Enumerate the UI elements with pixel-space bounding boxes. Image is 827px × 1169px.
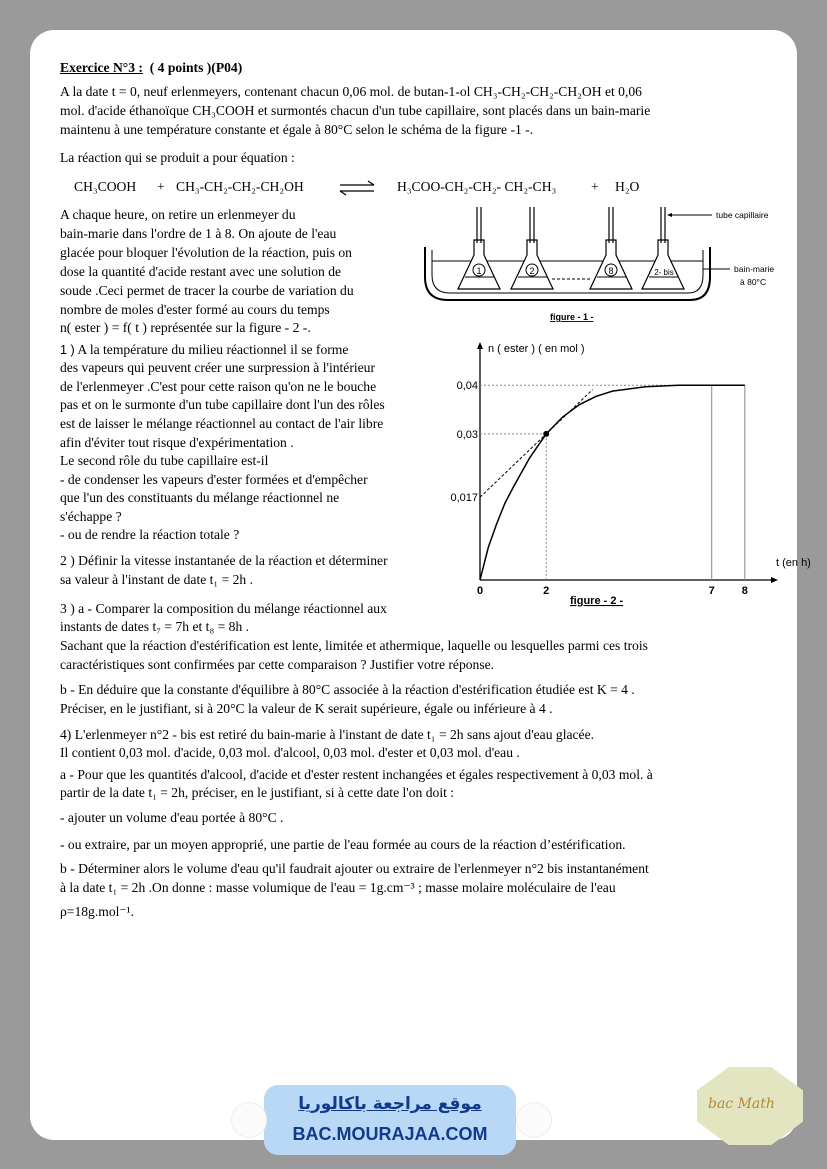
y-tick-label: 0,04 — [456, 380, 478, 393]
paragraph-line: nombre de moles d'ester formé au cours du temps — [60, 302, 330, 317]
y-axis-label: n ( ester ) ( en mol ) — [488, 343, 585, 355]
x-tick-label: 8 — [741, 585, 748, 597]
paragraph-line: glacée pour bloquer l'évolution de la réaction, puis on — [60, 245, 352, 260]
intro-line: maintenu à une température constante et égale à 80°C selon le schéma de la figure -1 -. — [60, 122, 534, 137]
bac-math-badge-text: bac Math — [708, 1096, 775, 1112]
equation-reactant1: CH₃COOH — [74, 179, 137, 194]
figure-2-caption: figure - 2 - — [570, 595, 624, 607]
question-4b-line: ρ=18g.mol⁻¹. — [60, 904, 135, 919]
equation-plus: + — [157, 179, 165, 194]
intro-line: A la date t = 0, neuf erlenmeyers, contenant chacun 0,06 mol. de butan-1-ol CH₃-CH₂-CH₂-CH₂OH et 0,06 — [60, 84, 642, 99]
question-1-line: s'échappe ? — [60, 509, 122, 524]
question-3b-line: Préciser, en le justifiant, si à 20°C la valeur de K serait supérieure, égale ou inférieure à 4 . — [60, 701, 553, 716]
paragraph-line: A chaque heure, on retire un erlenmeyer du — [60, 207, 296, 222]
x-axis-label: t (en h) — [776, 557, 811, 569]
equilibrium-arrows-icon — [336, 180, 378, 196]
figure-1-caption: figure - 1 - — [550, 312, 594, 322]
question-1-line: afin d'éviter tout risque d'expérimentation . — [60, 435, 294, 450]
bath-temp-label: à 80°C — [740, 277, 767, 287]
tangent-line — [480, 390, 593, 498]
option-extract-water: - ou extraire, par un moyen approprié, une partie de l'eau formée au cours de la réaction d’estérification. — [60, 837, 626, 852]
site-logo-icon — [231, 1102, 267, 1138]
paragraph-line: bain-marie dans l'ordre de 1 à 8. On ajoute de l'eau — [60, 226, 337, 241]
footer-site-name: موقع مراجعة باكالوريا — [298, 1094, 482, 1114]
question-1-line: que l'un des constituants du mélange réactionnel ne — [60, 490, 340, 505]
capillary-label: tube capillaire — [716, 210, 769, 220]
question-1-line: 1 ) A la température du milieu réactionnel il se forme — [60, 342, 349, 357]
question-4b-line: à la date t₁ = 2h .On donne : masse volumique de l'eau = 1g.cm⁻³ ; masse molaire moléculaire de l'eau — [60, 880, 616, 895]
question-1-line: - ou de rendre la réaction totale ? — [60, 527, 240, 542]
question-3a-line: caractéristiques sont confirmées par cette comparaison ? Justifier votre réponse. — [60, 657, 495, 672]
exercise-title: Exercice N°3 : ( 4 points )(P04) — [60, 60, 243, 75]
figure-1-diagram — [420, 205, 800, 325]
ester-curve — [480, 385, 745, 580]
question-1-line: Le second rôle du tube capillaire est-il — [60, 453, 269, 468]
equation-product2: H₂O — [615, 179, 640, 194]
paragraph-line: soude .Ceci permet de tracer la courbe de variation du — [60, 283, 354, 298]
question-4-line: 4) L'erlenmeyer n°2 - bis est retiré du bain-marie à l'instant de date t₁ = 2h sans ajout d'eau glacée. — [60, 727, 595, 742]
y-tick-label: 0,03 — [456, 428, 478, 441]
question-2-line: sa valeur à l'instant de date t₁ = 2h . — [60, 572, 254, 587]
site-logo-icon — [516, 1102, 552, 1138]
x-axis-arrow — [771, 577, 778, 583]
paragraph-line: dose la quantité d'acide restant avec une solution de — [60, 264, 342, 279]
question-1-line: pas et on le surmonte d'un tube capillaire dont l'un des rôles — [60, 397, 385, 412]
data-point-marker — [543, 431, 549, 437]
footer-url[interactable]: BAC.MOURAJAA.COM — [292, 1124, 488, 1144]
x-tick-label: 2 — [543, 585, 550, 597]
question-2-line: 2 ) Définir la vitesse instantanée de la réaction et déterminer — [60, 553, 388, 568]
y-axis-arrow — [477, 342, 483, 349]
figure-2-chart — [450, 338, 811, 610]
question-4a-line: partir de la date t₁ = 2h, préciser, en le justifiant, si à cette date l'on doit : — [60, 785, 455, 800]
flask-1-label: 1 — [476, 266, 482, 276]
question-3b-line: b - En déduire que la constante d'équilibre à 80°C associée à la réaction d'estérification étudiée est K = 4 . — [60, 682, 635, 697]
paragraph-line: n( ester ) = f( t ) représentée sur la figure - 2 -. — [60, 320, 311, 335]
question-3a-line: instants de dates t₇ = 7h et t₈ = 8h . — [60, 619, 250, 634]
equation-product1: H₃COO-CH₂-CH₂- CH₂-CH₃ — [397, 179, 557, 194]
intro-line: mol. d'acide éthanoïque CH₃COOH et surmontés chacun d'un tube capillaire, sont placés dans un bain-marie — [60, 103, 651, 118]
option-add-water: - ajouter un volume d'eau portée à 80°C . — [60, 810, 284, 825]
question-1-line: est de laisser le mélange réactionnel au contact de l'air libre — [60, 416, 384, 431]
flask-2bis-label: 2- bis — [654, 268, 674, 277]
question-3a-line: Sachant que la réaction d'estérification est lente, limitée et athermique, laquelle ou lesquelles parmi ces trois — [60, 638, 648, 653]
question-1-line: des vapeurs qui peuvent créer une surpression à l'intérieur — [60, 360, 375, 375]
x-tick-label: 0 — [476, 585, 484, 597]
equation-reactant2: CH₃-CH₂-CH₂-CH₂OH — [176, 179, 304, 194]
question-4-line: Il contient 0,03 mol. d'acide, 0,03 mol. d'alcool, 0,03 mol. d'ester et 0,03 mol. d'eau . — [60, 745, 520, 760]
equation-plus: + — [591, 179, 599, 194]
question-3a-line: 3 ) a - Comparer la composition du mélange réactionnel aux — [60, 601, 387, 616]
y-tick-label: 0,017 — [450, 492, 478, 505]
question-4b-line: b - Déterminer alors le volume d'eau qu'il faudrait ajouter ou extraire de l'erlenmeyer n°2 bis instantanément — [60, 861, 649, 876]
question-4a-line: a - Pour que les quantités d'alcool, d'acide et d'ester restent inchangées et égales respectivement à 0,03 mol. à — [60, 767, 653, 782]
question-1-line: - de condenser les vapeurs d'ester formées et d'empêcher — [60, 472, 368, 487]
question-1-line: de l'erlenmeyer .C'est pour cette raison qu'on ne le bouche — [60, 379, 377, 394]
reaction-intro: La réaction qui se produit a pour équation : — [60, 150, 295, 165]
flask-8-label: 8 — [608, 266, 614, 276]
flask-2-label: 2 — [529, 266, 535, 276]
x-tick-label: 7 — [708, 585, 715, 597]
bath-label: bain-marie — [734, 264, 775, 274]
